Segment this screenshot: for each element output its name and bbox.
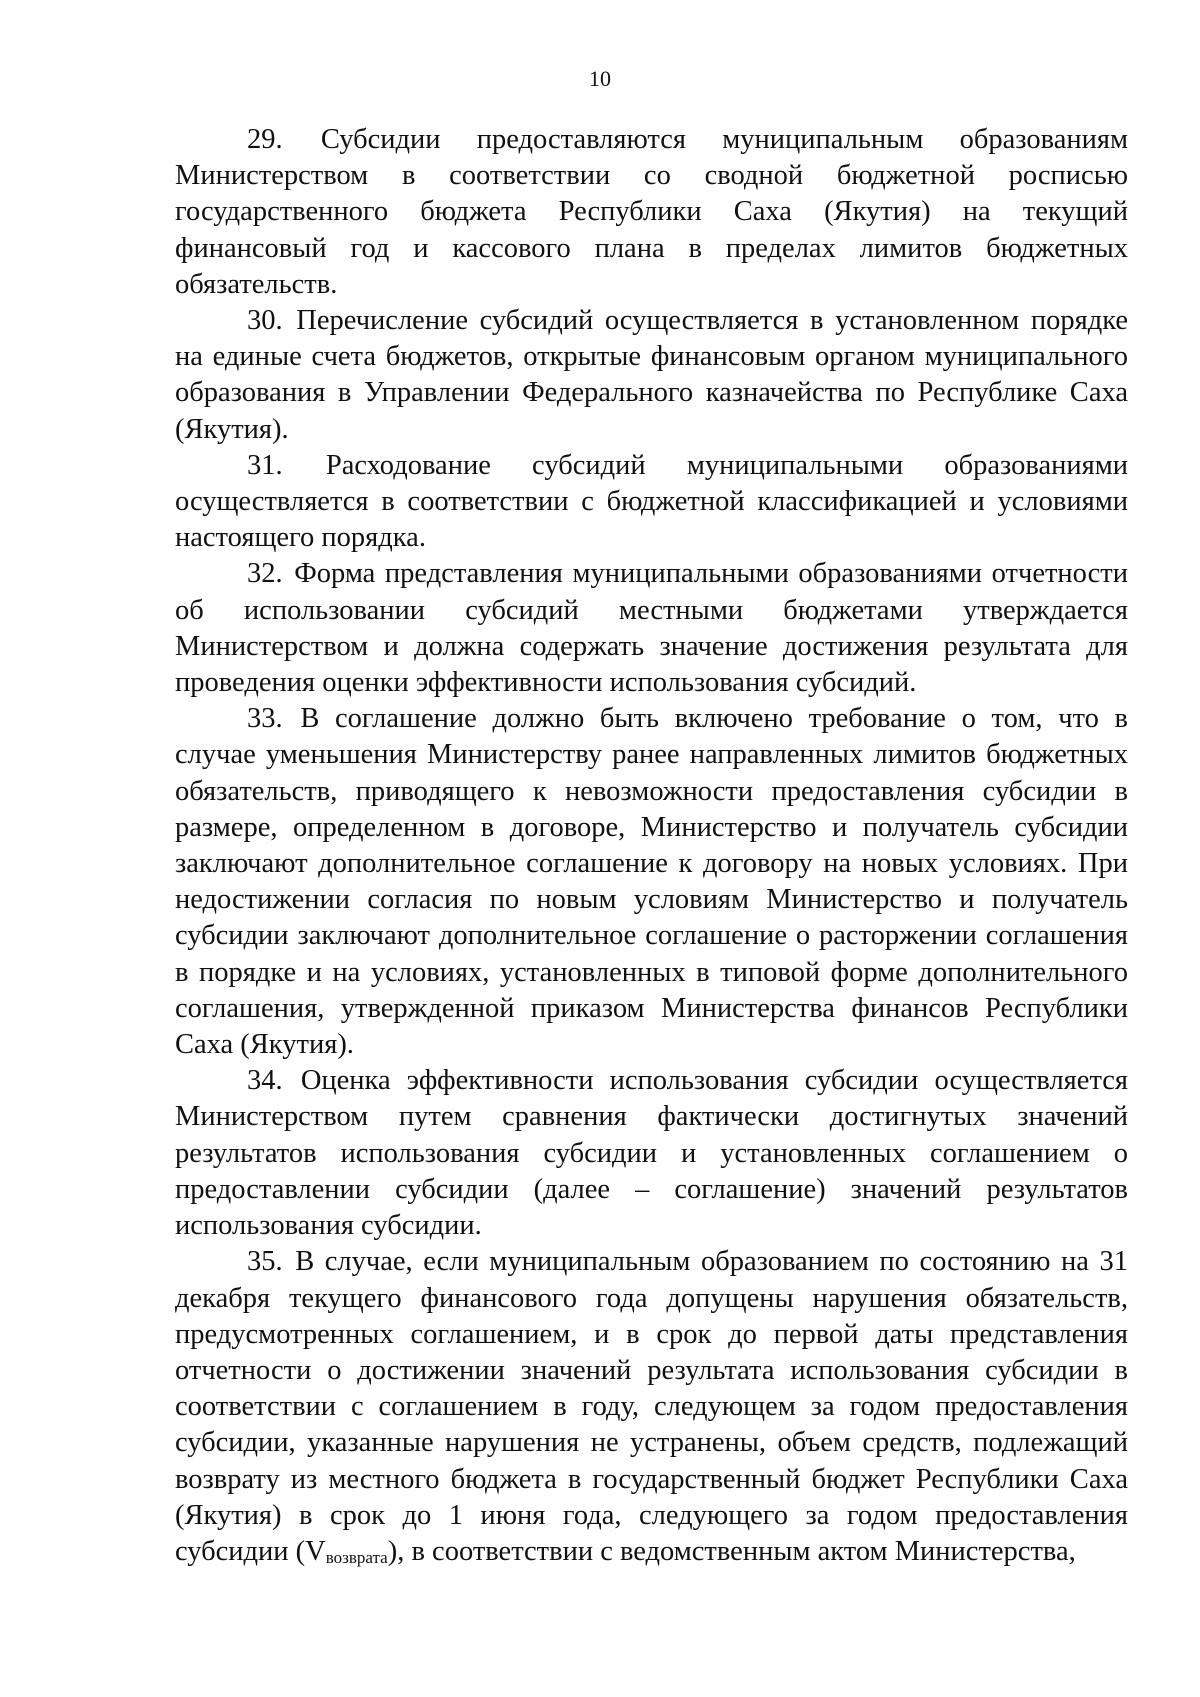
document-body bbox=[175, 122, 1128, 1570]
paragraph-31 bbox=[175, 448, 1128, 557]
paragraph-number: 32. bbox=[247, 558, 283, 590]
paragraph-text-before: В случае, если муниципальным образованием по состоянию на 31 декабря текущего финансового года допущены нарушения обязательств, предусмотренных соглашением, и в срок до первой даты представления отчетности о достижении значений результата использования субсидии в соответствии с соглашением в году, следующем за годом предоставления субсидии, указанные нарушения не устранены, объем средств, подлежащий возврату из местного бюджета в государственный бюджет Республики Саха (Якутия) в срок до 1 июня года, следующего за годом предоставления субсидии ( bbox=[175, 1246, 1128, 1567]
paragraph-text: Перечисление субсидий осуществляется в установленном порядке на единые счета бюджетов, открытые финансовым органом муниципального образования в Управлении Федерального казначейства по Республике Саха (Якутия). bbox=[175, 305, 1129, 445]
formula-symbol: V bbox=[305, 1535, 326, 1567]
paragraph-29 bbox=[175, 122, 1128, 303]
paragraph-34 bbox=[175, 1063, 1128, 1244]
paragraph-30 bbox=[175, 303, 1128, 448]
formula-subscript: возврата bbox=[325, 1547, 388, 1567]
paragraph-number: 34. bbox=[247, 1065, 283, 1097]
paragraph-number: 33. bbox=[247, 703, 283, 735]
paragraph-text: Субсидии предоставляются муниципальным образованиям Министерством в соответствии со сводной бюджетной росписью государственного бюджета Республики Саха (Якутия) на текущий финансовый год и кассового плана в пределах лимитов бюджетных обязательств. bbox=[175, 124, 1129, 300]
paragraph-text-after: ), в соответствии с ведомственным актом Министерства, bbox=[387, 1535, 1076, 1567]
page-number: 10 bbox=[589, 66, 611, 91]
paragraph-33 bbox=[175, 701, 1128, 1063]
paragraph-text: Форма представления муниципальными образованиями отчетности об использовании субсидий местными бюджетами утверждается Министерством и должна содержать значение достижения результата для проведения оценки эффективности использования субсидий. bbox=[175, 558, 1128, 699]
paragraph-text: Расходование субсидий муниципальными образованиями осуществляется в соответствии с бюджетной классификацией и условиями настоящего порядка. bbox=[175, 449, 1129, 554]
paragraph-number: 31. bbox=[247, 449, 283, 481]
paragraph-text: Оценка эффективности использования субсидии осуществляется Министерством путем сравнения фактически достигнутых значений результатов использования субсидии и установленных соглашением о предоставлении субсидии (далее – соглашение) значений результатов использования субсидии. bbox=[175, 1065, 1128, 1242]
paragraph-number: 30. bbox=[247, 305, 283, 337]
paragraph-text: В соглашение должно быть включено требование о том, что в случае уменьшения Министерству ранее направленных лимитов бюджетных обязательств, приводящего к невозможности предоставления субсидии в размере, определенном в договоре, Министерство и получатель субсидии заключают дополнительное соглашение к договору на новых условиях. При недостижении согласия по новым условиям Министерство и получатель субсидии заключают дополнительное соглашение о расторжении соглашения в порядке и на условиях, установленных в типовой форме дополнительного соглашения, утвержденной приказом Министерства финансов Республики Саха (Якутия). bbox=[175, 703, 1128, 1061]
paragraph-32 bbox=[175, 556, 1128, 701]
paragraph-number: 35. bbox=[247, 1246, 283, 1278]
paragraph-35 bbox=[175, 1244, 1128, 1570]
paragraph-number: 29. bbox=[247, 124, 283, 155]
